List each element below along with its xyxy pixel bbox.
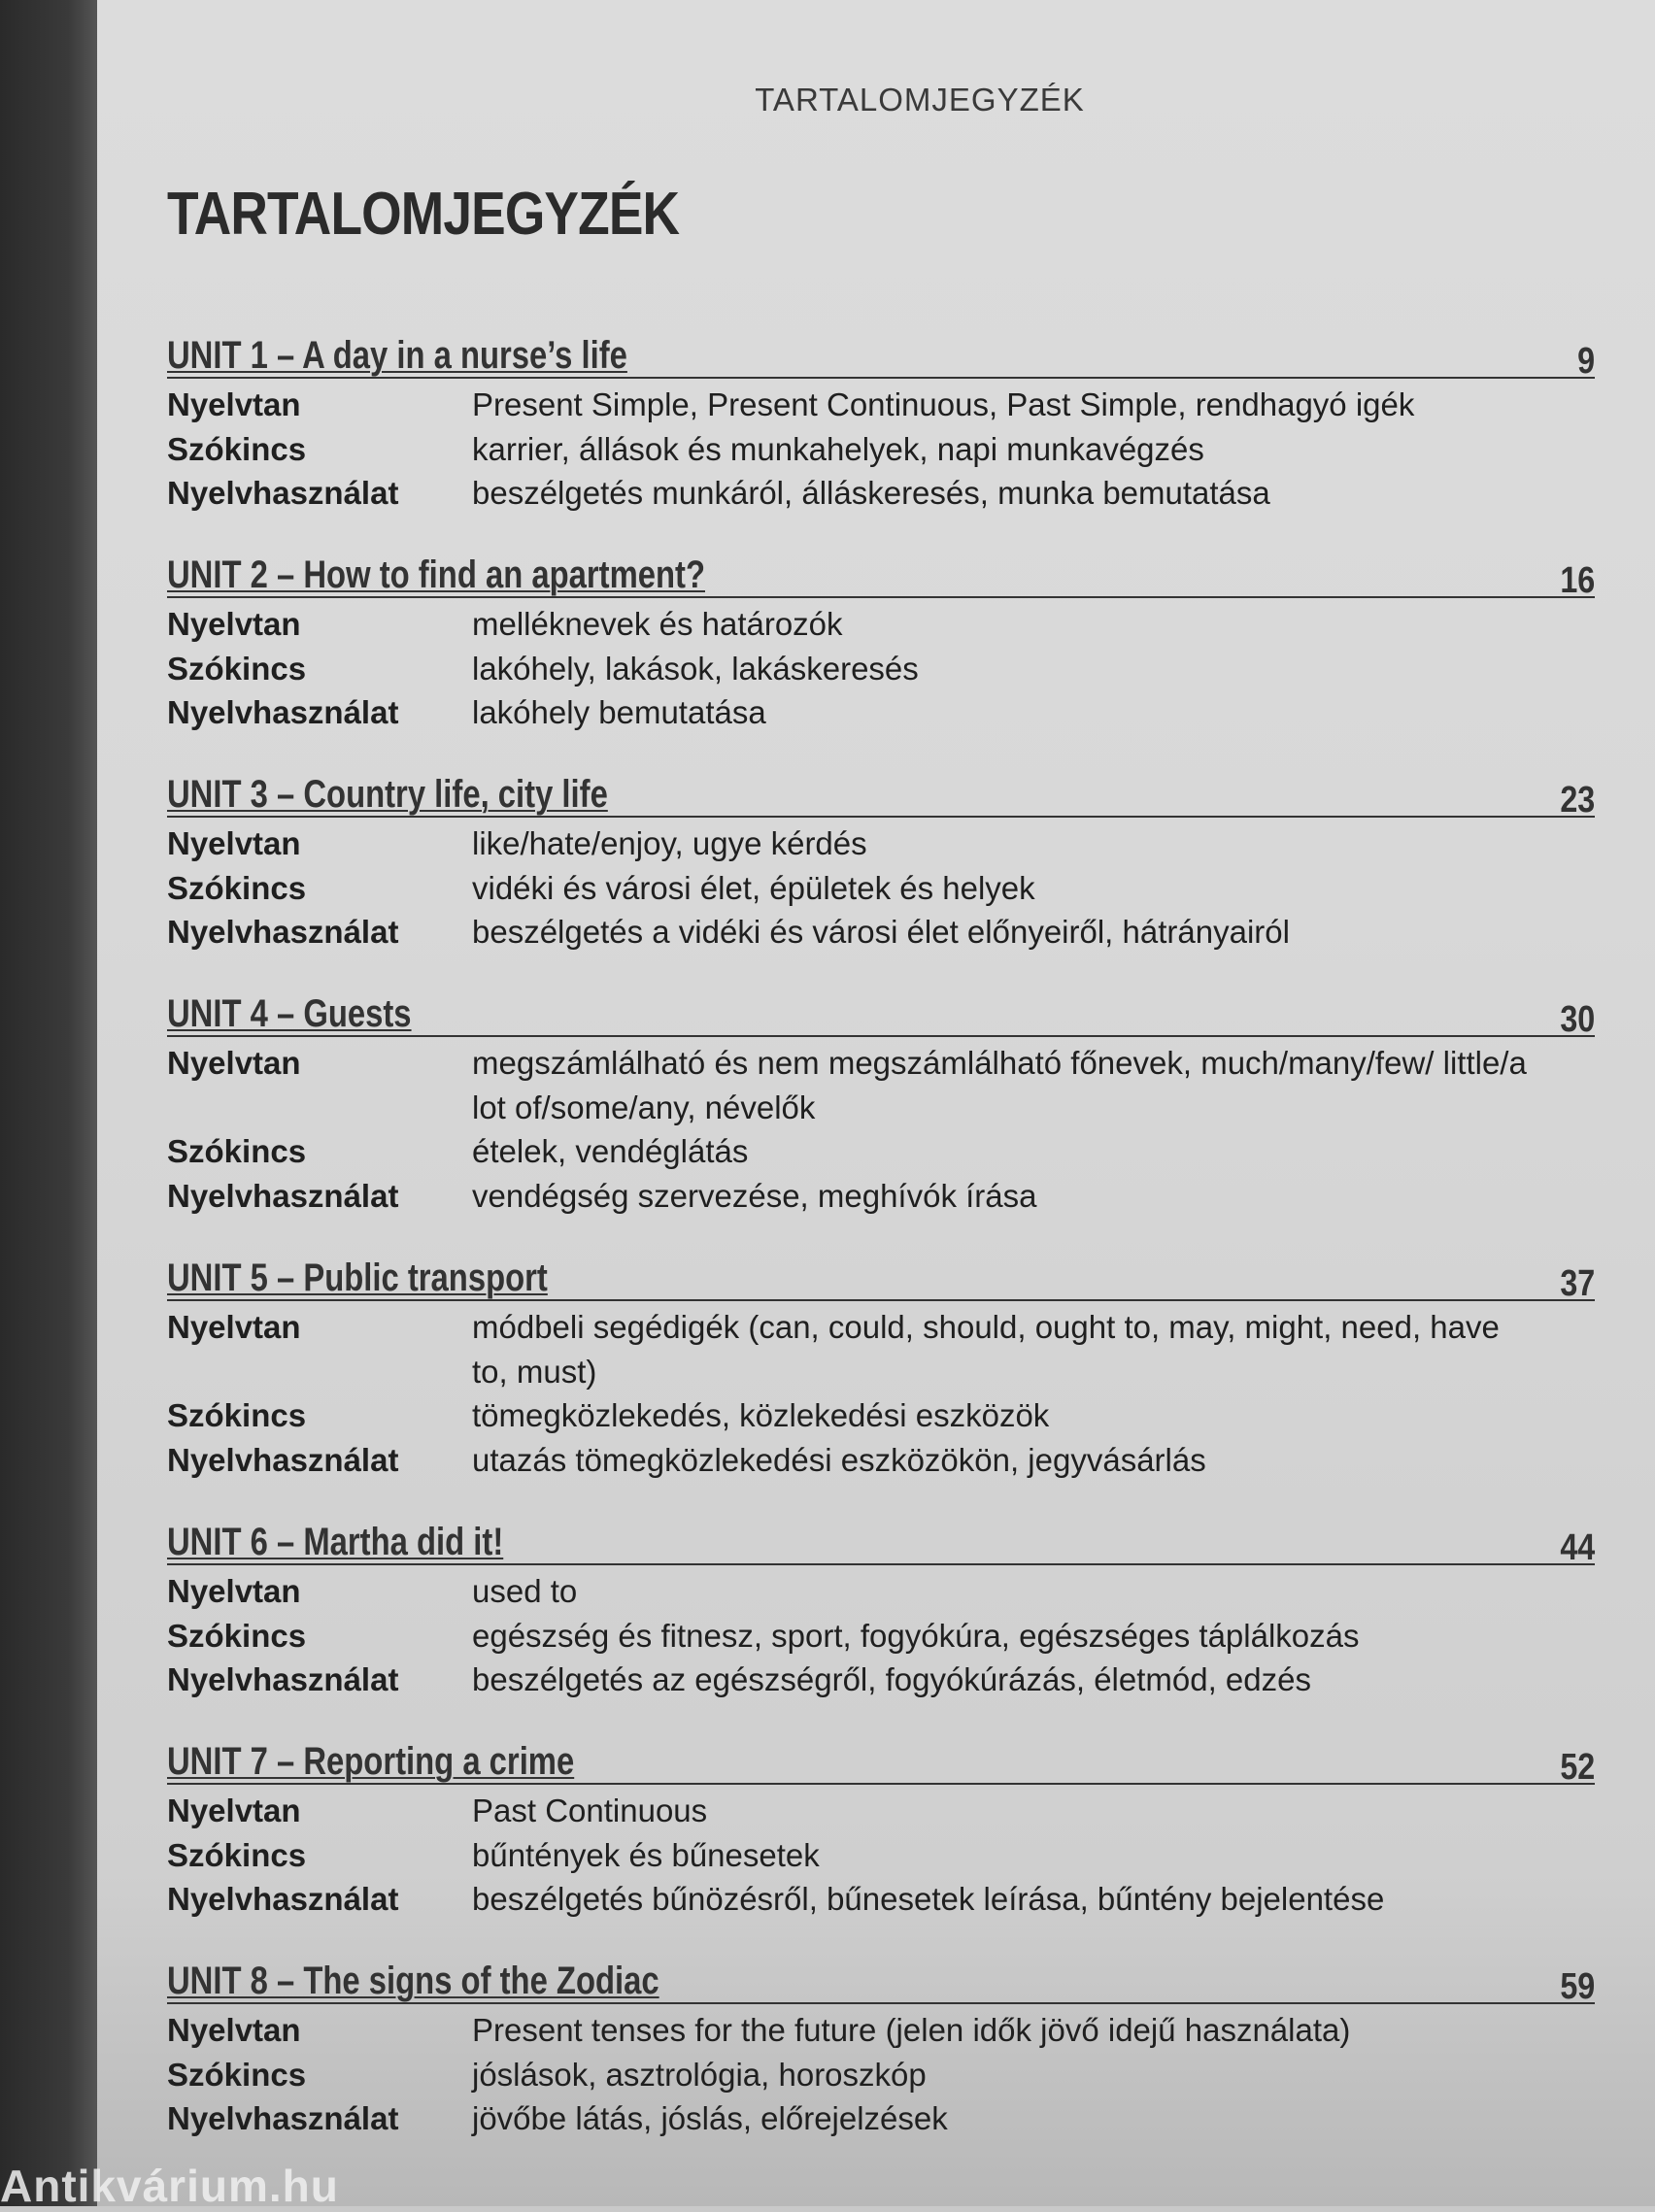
vocabulary-row [167,1393,1595,1438]
vocabulary-row [167,427,1595,472]
vocabulary-text: jóslások, asztrológia, horoszkóp [472,2056,927,2093]
unit-page-number: 44 [1560,1527,1595,1568]
grammar-row [167,1569,1595,1614]
vocabulary-text: lakóhely, lakások, lakáskeresés [472,650,919,687]
unit-title: UNIT 1 – A day in a nurse’s life [167,334,627,377]
grammar-label: Nyelvtan [167,1793,301,1828]
usage-row [167,690,1595,735]
usage-label: Nyelvhasználat [167,914,399,950]
usage-row [167,1438,1595,1483]
toc-entry-unit-5 [167,1253,1595,1517]
unit-details [167,383,1595,516]
toc-entry-unit-4 [167,989,1595,1253]
vocabulary-text: ételek, vendéglátás [472,1133,749,1169]
grammar-label: Nyelvtan [167,386,301,422]
grammar-text: like/hate/enjoy, ugye kérdés [472,825,867,861]
grammar-label: Nyelvtan [167,606,301,642]
unit-heading [167,550,1595,601]
unit-title: UNIT 6 – Martha did it! [167,1521,504,1563]
unit-title: UNIT 2 – How to find an apartment? [167,553,705,596]
grammar-row [167,1789,1595,1833]
grammar-text: used to [472,1573,578,1609]
unit-page-number: 37 [1560,1263,1595,1304]
vocabulary-text: vidéki és városi élet, épületek és helyek [472,869,1035,906]
usage-label: Nyelvhasználat [167,1177,399,1214]
usage-text: beszélgetés bűnözésről, bűnesetek leírása, bűntény bejelentése [472,1881,1385,1917]
unit-heading [167,1956,1595,2007]
vocabulary-text: bűntények és bűnesetek [472,1836,820,1873]
vocabulary-label: Szókincs [167,869,307,906]
unit-page-number: 30 [1560,999,1595,1040]
unit-heading [167,1253,1595,1304]
usage-label: Nyelvhasználat [167,1661,399,1697]
grammar-row [167,383,1595,427]
grammar-text: Present tenses for the future (jelen idők jövő idejű használata) [472,2012,1351,2048]
usage-text: beszélgetés az egészségről, fogyókúrázás, életmód, edzés [472,1661,1311,1697]
unit-heading [167,769,1595,821]
usage-row [167,910,1595,955]
grammar-row [167,602,1595,647]
running-head: TARTALOMJEGYZÉK [755,82,1085,117]
usage-row [167,471,1595,516]
usage-label: Nyelvhasználat [167,1881,399,1917]
grammar-row [167,1305,1595,1393]
unit-title: UNIT 4 – Guests [167,992,412,1035]
grammar-text: módbeli segédigék (can, could, should, ought to, may, might, need, have to, must) [472,1309,1500,1390]
vocabulary-row [167,866,1595,911]
unit-page-number: 16 [1560,560,1595,601]
unit-title: UNIT 8 – The signs of the Zodiac [167,1960,659,2002]
unit-page-number: 23 [1560,780,1595,821]
unit-details [167,1789,1595,1922]
vocabulary-row [167,647,1595,691]
unit-title: UNIT 3 – Country life, city life [167,773,608,816]
vocabulary-text: egészség és fitnesz, sport, fogyókúra, egészséges táplálkozás [472,1617,1360,1654]
grammar-label: Nyelvtan [167,1573,301,1609]
book-spine-shadow [0,0,97,2206]
usage-label: Nyelvhasználat [167,694,399,730]
toc-entry-unit-8 [167,1956,1595,2175]
unit-title: UNIT 7 – Reporting a crime [167,1740,575,1783]
unit-page-number: 52 [1560,1747,1595,1788]
grammar-label: Nyelvtan [167,1045,301,1081]
grammar-label: Nyelvtan [167,1309,301,1345]
vocabulary-row [167,1833,1595,1878]
toc-entry-unit-6 [167,1517,1595,1736]
vocabulary-label: Szókincs [167,1133,307,1169]
vocabulary-label: Szókincs [167,430,307,467]
grammar-row [167,821,1595,866]
unit-title: UNIT 5 – Public transport [167,1257,548,1299]
usage-text: utazás tömegközlekedési eszközökön, jegyvásárlás [472,1441,1206,1478]
vocabulary-label: Szókincs [167,1836,307,1873]
grammar-label: Nyelvtan [167,2012,301,2048]
grammar-text: megszámlálható és nem megszámlálható főnevek, much/many/few/ little/a lot of/some/any, névelők [472,1045,1527,1125]
unit-heading [167,1736,1595,1788]
usage-text: beszélgetés munkáról, álláskeresés, munka bemutatása [472,475,1270,511]
grammar-row [167,1041,1595,1129]
usage-text: lakóhely bemutatása [472,694,766,730]
grammar-text: Past Continuous [472,1793,708,1828]
usage-text: jövőbe látás, jóslás, előrejelzések [472,2100,948,2136]
watermark: Antikvárium.hu [0,2161,339,2211]
unit-heading [167,330,1595,382]
unit-page-number: 59 [1560,1966,1595,2007]
unit-details [167,2008,1595,2141]
grammar-text: Present Simple, Present Continuous, Past Simple, rendhagyó igék [472,386,1415,422]
usage-row [167,1877,1595,1922]
vocabulary-label: Szókincs [167,1397,307,1433]
vocabulary-text: karrier, állások és munkahelyek, napi munkavégzés [472,430,1204,467]
unit-details [167,1041,1595,1218]
usage-label: Nyelvhasználat [167,475,399,511]
usage-label: Nyelvhasználat [167,2100,399,2136]
usage-label: Nyelvhasználat [167,1441,399,1478]
page-title: TARTALOMJEGYZÉK [167,181,680,248]
grammar-row [167,2008,1595,2053]
unit-heading [167,1517,1595,1568]
table-of-contents [167,330,1595,2175]
usage-row [167,2096,1595,2141]
vocabulary-text: tömegközlekedés, közlekedési eszközök [472,1397,1050,1433]
document-page [97,0,1655,2206]
unit-page-number: 9 [1577,341,1595,382]
vocabulary-row [167,2053,1595,2097]
toc-entry-unit-3 [167,769,1595,989]
grammar-text: melléknevek és határozók [472,606,843,642]
unit-details [167,1305,1595,1482]
vocabulary-label: Szókincs [167,1617,307,1654]
unit-details [167,821,1595,955]
unit-heading [167,989,1595,1040]
grammar-label: Nyelvtan [167,825,301,861]
usage-row [167,1174,1595,1219]
usage-text: vendégség szervezése, meghívók írása [472,1177,1037,1214]
vocabulary-label: Szókincs [167,650,307,687]
toc-entry-unit-1 [167,330,1595,550]
unit-details [167,1569,1595,1702]
vocabulary-label: Szókincs [167,2056,307,2093]
unit-details [167,602,1595,735]
usage-text: beszélgetés a vidéki és városi élet előnyeiről, hátrányairól [472,914,1290,950]
vocabulary-row [167,1129,1595,1174]
toc-entry-unit-2 [167,550,1595,769]
vocabulary-row [167,1614,1595,1659]
toc-entry-unit-7 [167,1736,1595,1956]
usage-row [167,1658,1595,1702]
